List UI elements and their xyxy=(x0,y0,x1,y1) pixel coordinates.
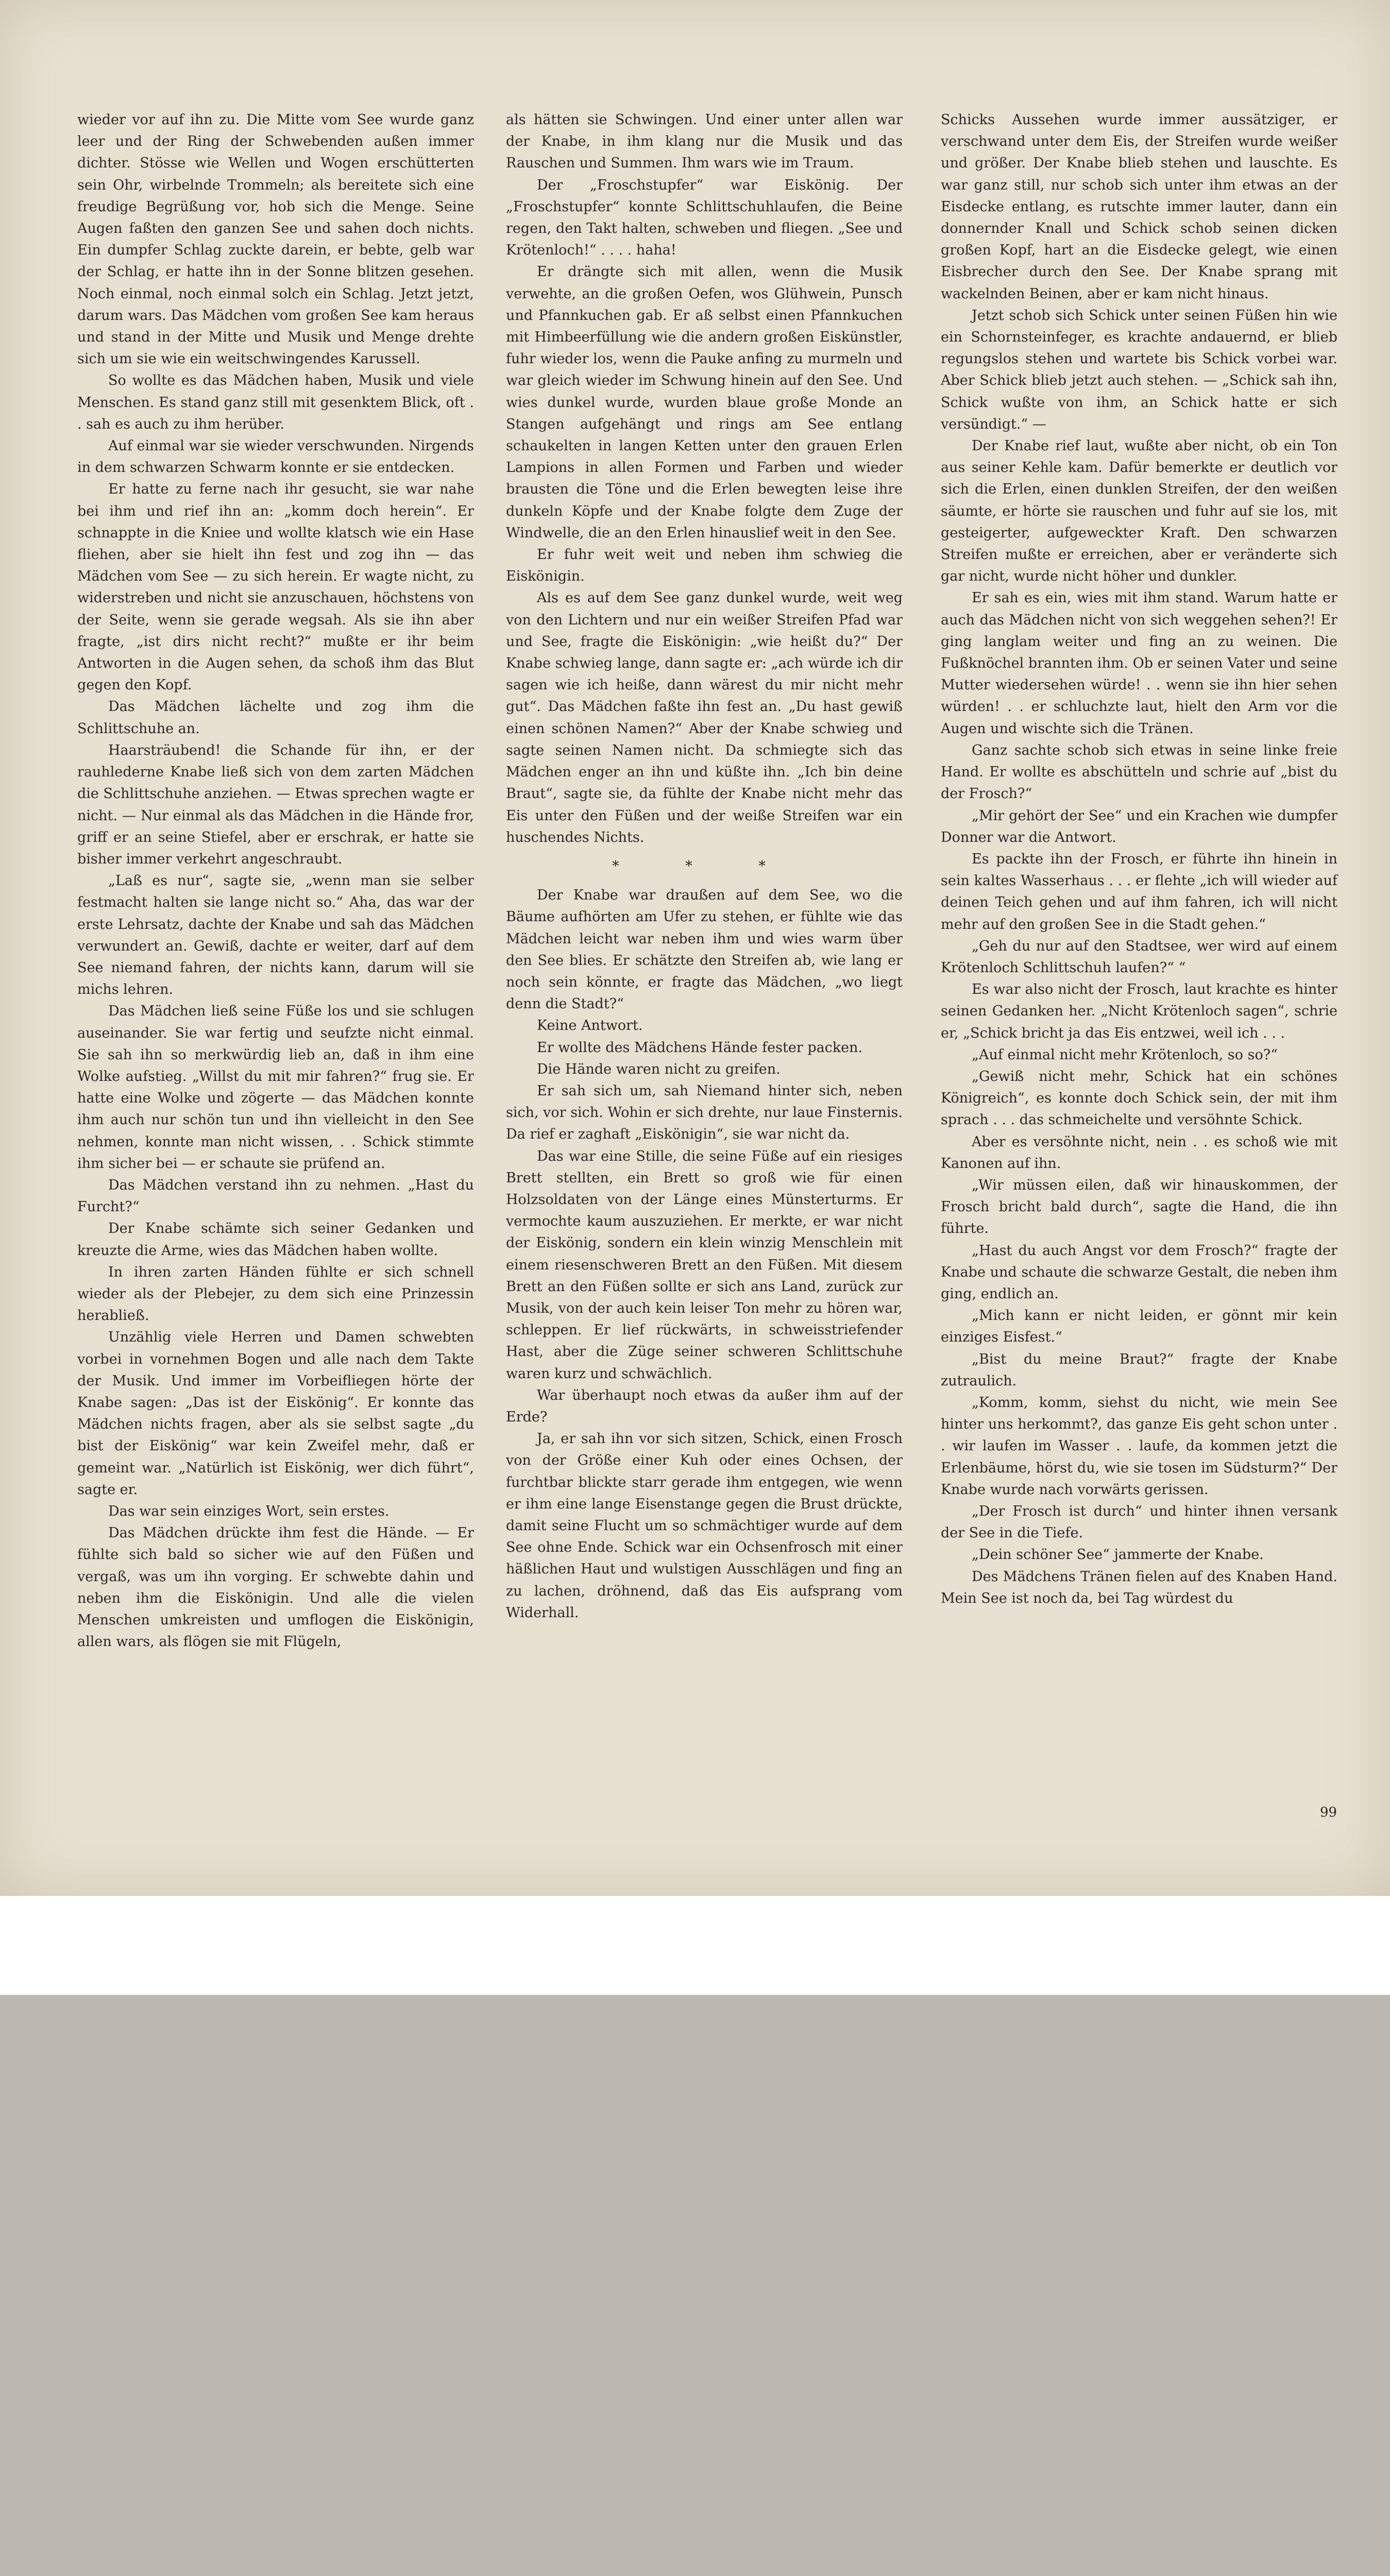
paragraph: Er sah es ein, wies mit ihm stand. Warum hatte er auch das Mädchen nicht von sich weggehen sehen?! Er ging langlam weiter und fing an zu weinen. Die Fußknöchel brannten ihm. Ob er seinen Vater und seine Mutter wiedersehen würde! . . wenn sie ihn hier sehen würden! . . er schluchzte laut, hielt den Arm vor die Augen und wischte sich die Tränen. xyxy=(941,590,1337,737)
footer-bar xyxy=(0,1896,1390,1995)
paragraph: Er sah sich um, sah Niemand hinter sich, neben sich, vor sich. Wohin er sich drehte, nur laue Finsternis. Da rief er zaghaft „Eiskönigin“, sie war nicht da. xyxy=(506,1082,903,1143)
paragraph: „Dein schöner See“ jammerte der Knabe. xyxy=(972,1547,1264,1563)
paragraph: „Gewiß nicht mehr, Schick hat ein schönes Königreich“, es konnte doch Schick sein, der mit ihm sprach . . . das schmeichelte und versöhnte Schick. xyxy=(941,1068,1337,1128)
paragraph: „Hast du auch Angst vor dem Frosch?“ fragte der Knabe und schaute die schwarze Gestalt, die neben ihm ging, endlich an. xyxy=(941,1242,1337,1302)
paragraph: „Auf einmal nicht mehr Krötenloch, so so?“ xyxy=(972,1046,1278,1063)
paragraph: Er drängte sich mit allen, wenn die Musik verwehte, an die großen Oefen, wos Glühwein, Punsch und Pfannkuchen gab. Er aß selbst einen Pfannkuchen mit Himbeerfüllung wie die andern großen Eiskünstler, fuhr wieder los, wenn die Pauke anfing zu murmeln und war gleich wieder im Schwung hinein auf den See. Und wies dunkel wurde, wurden blaue große Monde an Stangen aufgehängt und rings am See entlang schaukelten in langen Ketten unter den grauen Erlen Lampions in allen Formen und Farben und wieder brausten die Töne und die Erlen bewegten leise ihre dunkeln Köpfe und der Knabe folgte dem Zuge der Windwelle, die an den Erlen hinauslief weit in den See. xyxy=(506,264,903,541)
paragraph: Schicks Aussehen wurde immer aussätziger, er verschwand unter dem Eis, der Streifen wurde weißer und größer. Der Knabe blieb stehen und lauschte. Es war ganz still, nur schob sich unter ihm etwas an der Eisdecke entlang, es rutschte immer lauter, dann ein donnernder Knall und Schick schob seinen dicken großen Kopf, hart an die Eisdecke gelegt, wie einen Eisbrecher durch den See. Der Knabe sprang mit wackelnden Beinen, aber er kam nicht hinaus. xyxy=(941,112,1337,302)
paragraph: Das Mädchen ließ seine Füße los und sie schlugen auseinander. Sie war fertig und seufzte nicht einmal. Sie sah ihn so merkwürdig lieb an, daß in ihm eine Wolke aufstieg. „Willst du mit mir fahren?“ frug sie. Er hatte eine Wolke und zögerte — das Mädchen konnte ihm auch nur schön tun und ihn vielleicht in den See nehmen, konnte man nicht wissen, . . Schick stimmte ihm sicher bei — er schaute sie prüfend an. xyxy=(77,1003,474,1172)
paragraph: „Wir müssen eilen, daß wir hinauskommen, der Frosch bricht bald durch“, sagte die Hand, die ihn führte. xyxy=(941,1177,1337,1237)
paragraph: „Bist du meine Braut?“ fragte der Knabe zutraulich. xyxy=(941,1351,1337,1389)
paragraph: Die Hände waren nicht zu greifen. xyxy=(537,1061,781,1077)
paragraph: „Laß es nur“, sagte sie, „wenn man sie selber festmacht halten sie lange nicht so.“ Aha, das war der erste Lehrsatz, dachte der Knabe und sah das Mädchen verwundert an. Gewiß, dachte er weiter, darf auf dem See niemand fahren, der nichts kann, darum will sie michs lehren. xyxy=(77,873,474,998)
paragraph: wieder vor auf ihn zu. Die Mitte vom See wurde ganz leer und der Ring der Schwebenden außen immer dichter. Stösse wie Wellen und Wogen erschütterten sein Ohr, wirbelnde Trommeln; als bereitete sich eine freudige Begrüßung vor, hob sich die Menge. Seine Augen faßten den ganzen See und sahen doch nichts. Ein dumpfer Schlag zuckte darein, er bebte, gelb war der Schlag, er hatte ihn in der Sonne blitzen gesehen. Noch einmal, noch einmal solch ein Schlag. Jetzt jetzt, darum wars. Das Mädchen vom großen See kam heraus und stand in der Mitte und Musik und Menge drehte sich um sie wie ein weitschwingendes Karussell. xyxy=(77,112,474,367)
paragraph: Unzählig viele Herren und Damen schwebten vorbei in vornehmen Bogen und alle nach dem Takte der Musik. Und immer im Vorbeifliegen hörte der Knabe sagen: „Das ist der Eiskönig“. Er konnte das Mädchen nichts fragen, aber als sie selbst sagte „du bist der Eiskönig“ war kein Zweifel mehr, daß er gemeint war. „Natürlich ist Eiskönig, wer dich führt“, sagte er. xyxy=(77,1329,474,1498)
page-number: 99 xyxy=(1320,1805,1337,1820)
paragraph: Der Knabe war draußen auf dem See, wo die Bäume aufhörten am Ufer zu stehen, er fühlte wie das Mädchen leicht war neben ihm und wies warm über den See blies. Er schätzte den Streifen ab, wie lang er noch sein könnte, er fragte das Mädchen, „wo liegt denn die Stadt?“ xyxy=(506,887,903,1012)
paragraph: Des Mädchens Tränen fielen auf des Knaben Hand. Mein See ist noch da, bei Tag würdest du xyxy=(941,1568,1337,1606)
paragraph: „Mir gehört der See“ und ein Krachen wie dumpfer Donner war die Antwort. xyxy=(941,807,1337,845)
paragraph: War überhaupt noch etwas da außer ihm auf der Erde? xyxy=(506,1387,903,1425)
paragraph: Das Mädchen drückte ihm fest die Hände. — Er fühlte sich bald so sicher wie auf den Füßen und vergaß, was um ihn vorging. Er schwebte dahin und neben ihm die Eiskönigin. Und alle die vielen Menschen umkreisten und umflogen die Eiskönigin, allen wars, als flögen sie mit Flügeln, xyxy=(77,1525,474,1650)
paragraph: „Der Frosch ist durch“ und hinter ihnen versank der See in die Tiefe. xyxy=(941,1503,1337,1541)
paragraph: als hätten sie Schwingen. Und einer unter allen war der Knabe, in ihm klang nur die Musik und das Rauschen und Summen. Ihm wars wie im Traum. xyxy=(506,112,903,172)
text-column-1 xyxy=(77,109,474,1653)
paragraph: „Komm, komm, siehst du nicht, wie mein See hinter uns herkommt?, das ganze Eis geht schon unter . . wir laufen im Wasser . . laufe, da kommen jetzt die Erlenbäume, hörst du, wie sie tosen im Südsturm?“ Der Knabe wurde nach vorwärts gerissen. xyxy=(941,1394,1337,1498)
paragraph: „Geh du nur auf den Stadtsee, wer wird auf einem Krötenloch Schlittschuh laufen?“ “ xyxy=(941,938,1337,976)
paragraph: Das Mädchen lächelte und zog ihm die Schlittschuhe an. xyxy=(77,699,474,737)
paragraph: Haarsträubend! die Schande für ihn, er der rauhlederne Knabe ließ sich von dem zarten Mädchen die Schlittschuhe anziehen. — Etwas sprechen wagte er nicht. — Nur einmal als das Mädchen in die Hände fror, griff er an seine Stiefel, aber er erschrak, er hatte sie bisher immer verkehrt angeschraubt. xyxy=(77,742,474,867)
paragraph: Das Mädchen verstand ihn zu nehmen. „Hast du Furcht?“ xyxy=(77,1177,474,1215)
paragraph: Jetzt schob sich Schick unter seinen Füßen hin wie ein Schornsteinfeger, es krachte andauernd, er blieb regungslos stehen und wartete bis Schick vorbei war. Aber Schick blieb jetzt auch stehen. — „Schick sah ihn, Schick wußte von ihm, an Schick hatte er sich versündigt.“ — xyxy=(941,307,1337,432)
paragraph: Der „Froschstupfer“ war Eiskönig. Der „Froschstupfer“ konnte Schlittschuhlaufen, die Beine regen, den Takt halten, schweben und fliegen. „See und Krötenloch!“ . . . . haha! xyxy=(506,177,903,259)
paragraph: Es war also nicht der Frosch, laut krachte es hinter seinen Gedanken her. „Nicht Krötenloch sagen“, schrie er, „Schick bricht ja das Eis entzwei, weil ich . . . xyxy=(941,981,1337,1041)
paragraph: Er fuhr weit weit und neben ihm schwieg die Eiskönigin. xyxy=(506,547,903,585)
paragraph: „Mich kann er nicht leiden, er gönnt mir kein einziges Eisfest.“ xyxy=(941,1308,1337,1346)
paragraph: Ganz sachte schob sich etwas in seine linke freie Hand. Er wollte es abschütteln und schrie auf „bist du der Frosch?“ xyxy=(941,742,1337,802)
paragraph: Das war eine Stille, die seine Füße auf ein riesiges Brett stellten, ein Brett so groß wie für einen Holzsoldaten von der Länge eines Münsterturms. Er vermochte kaum auszuziehen. Er merkte, er war nicht der Eiskönig, sondern ein klein winzig Menschlein mit einem riesenschweren Brett an den Füßen. Mit diesem Brett an den Füßen sollte er sich ans Land, zurück zur Musik, von der auch kein leiser Ton mehr zu hören war, schleppen. Er lief rückwärts, in schweisstriefender Hast, aber die Züge seiner schweren Schlittschuhe waren kurz und schwächlich. xyxy=(506,1148,903,1382)
paragraph: Als es auf dem See ganz dunkel wurde, weit weg von den Lichtern und nur ein weißer Streifen Pfad war und See, fragte die Eiskönigin: „wie heißt du?“ Der Knabe schwieg lange, dann sagte er: „ach würde ich dir sagen wie ich heiße, dann wärest du mir nicht mehr gut“. Das Mädchen faßte ihn fest an. „Du hast gewiß einen schönen Namen?“ Aber der Knabe schwieg und sagte seinen Namen nicht. Da schmiegte sich das Mädchen enger an ihn und küßte ihn. „Ich bin deine Braut“, sagte sie, da fühlte der Knabe nicht mehr das Eis unter den Füßen und der weiße Streifen war ein huschendes Nichts. xyxy=(506,590,903,845)
paragraph: Es packte ihn der Frosch, er führte ihn hinein in sein kaltes Wasserhaus . . . er flehte „ich will wieder auf deinen Teich gehen und auf ihm fahren, ich will nicht mehr auf den großen See in die Stadt gehen.“ xyxy=(941,851,1337,933)
paragraph: Das war sein einziges Wort, sein erstes. xyxy=(108,1503,389,1519)
text-column-3 xyxy=(941,109,1337,1609)
text-column-2 xyxy=(506,109,903,1624)
paragraph: Ja, er sah ihn vor sich sitzen, Schick, einen Frosch von der Größe einer Kuh oder eines Ochsen, der furchtbar blickte starr gerade ihm entgegen, wie wenn er ihm eine lange Eisenstange gegen die Brust drückte, damit seine Flucht um so schmächtiger wurde auf dem See ohne Ende. Schick war ein Ochsenfrosch mit einer häßlichen Haut und wulstigen Ausschlägen und fing an zu lachen, dröhnend, daß das Eis aufsprang vom Widerhall. xyxy=(506,1431,903,1621)
paragraph: In ihren zarten Händen fühlte er sich schnell wieder als der Plebejer, zu dem sich eine Prinzessin herabließ. xyxy=(77,1264,474,1324)
paragraph: Er hatte zu ferne nach ihr gesucht, sie war nahe bei ihm und rief ihn an: „komm doch herein“. Er schnappte in die Kniee und wollte klatsch wie ein Hase fliehen, aber sie hielt ihn fest und zog ihn — das Mädchen vom See — zu sich herein. Er wagte nicht, zu widerstreben und nicht sie anzuschauen, höchstens von der Seite, wenn sie gerade wegsah. Als sie ihn aber fragte, „ist dirs nicht recht?“ mußte er ihr beim Antworten in die Augen sehen, da schoß ihm das Blut gegen den Kopf. xyxy=(77,481,474,693)
paragraph: Der Knabe rief laut, wußte aber nicht, ob ein Ton aus seiner Kehle kam. Dafür bemerkte er deutlich vor sich die Erlen, einen dunklen Streifen, der den weißen säumte, er hörte sie rauschen und fuhr auf sie los, mit gesteigerter, aufgeweckter Kraft. Den schwarzen Streifen mußte er erreichen, aber er veränderte sich gar nicht, wurde nicht höher und dunkler. xyxy=(941,438,1337,585)
paragraph: Der Knabe schämte sich seiner Gedanken und kreuzte die Arme, wies das Mädchen haben wollte. xyxy=(77,1221,474,1259)
section-divider: * * * xyxy=(612,858,796,874)
paragraph: So wollte es das Mädchen haben, Musik und viele Menschen. Es stand ganz still mit gesenktem Blick, oft . . sah es auch zu ihm herüber. xyxy=(77,372,474,432)
paragraph: Aber es versöhnte nicht, nein . . es schoß wie mit Kanonen auf ihn. xyxy=(941,1133,1337,1172)
paragraph: Keine Antwort. xyxy=(537,1018,643,1034)
paragraph: Er wollte des Mädchens Hände fester packen. xyxy=(537,1039,863,1056)
paragraph: Auf einmal war sie wieder verschwunden. Nirgends in dem schwarzen Schwarm konnte er sie entdecken. xyxy=(77,438,474,476)
